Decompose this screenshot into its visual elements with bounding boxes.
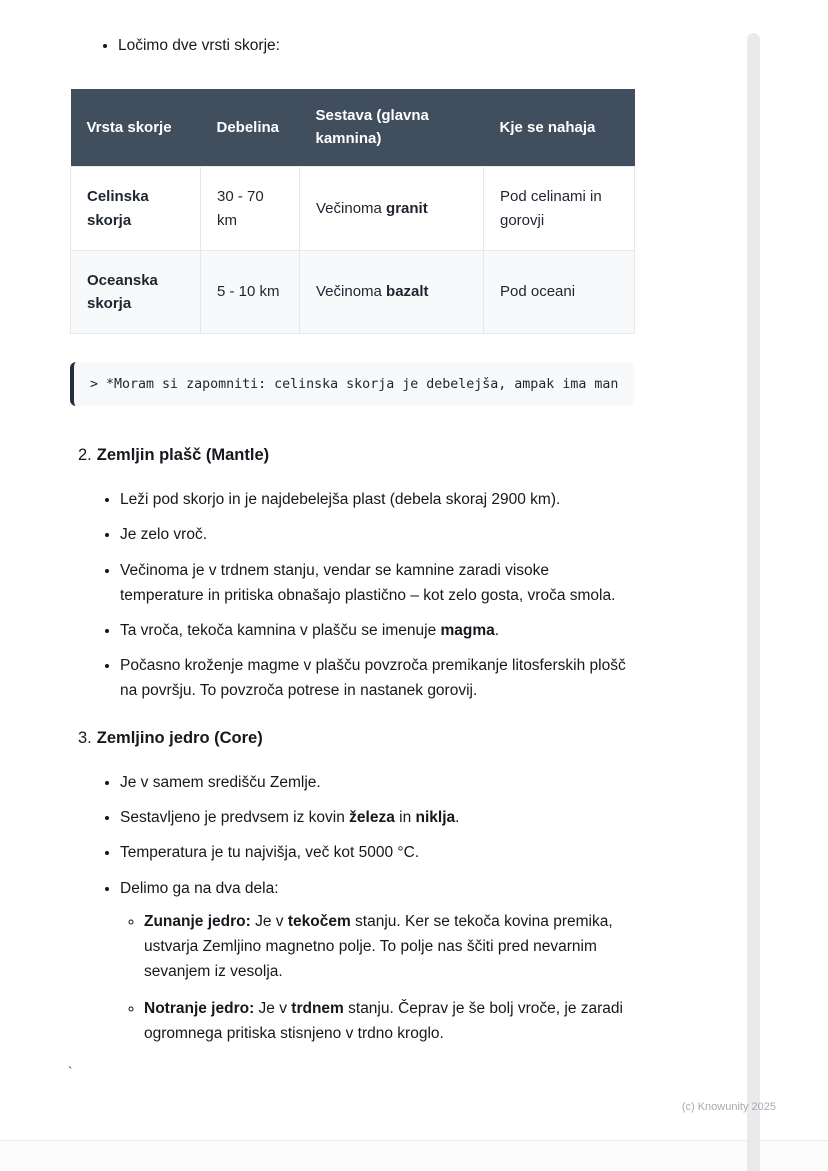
section-number: 3. bbox=[78, 729, 92, 748]
list-item bbox=[120, 876, 635, 1047]
text-segment: Ta vroča, tekoča kamnina v plašču se imenuje bbox=[120, 621, 441, 639]
list-item: • Večinoma je v trdnem stanju, vendar se kamnine zaradi visoke temperature in pritiska obnašajo plastično – kot zelo gosta, vroča smola. bbox=[120, 558, 635, 608]
text-segment: stanju. Čeprav je še bolj vroče, je zaradi ogromnega pritiska stisnjeno v trdno kroglo. bbox=[144, 999, 623, 1043]
sub-list-item bbox=[144, 996, 635, 1046]
intro-list bbox=[70, 34, 635, 57]
sub-list-item bbox=[144, 909, 635, 984]
note-blockquote-text: > *Moram si zapomniti: celinska skorja je debelejša, ampak ima man bbox=[90, 377, 619, 393]
bold-term: trdnem bbox=[291, 999, 344, 1017]
table-header-kje: Kje se nahaja bbox=[484, 89, 635, 167]
section-title: Zemljin plašč (Mantle) bbox=[96, 446, 270, 465]
list-item bbox=[120, 618, 635, 643]
text-segment: . bbox=[455, 809, 460, 827]
cell-type: Celinska skorja bbox=[71, 167, 201, 251]
cell-location: Pod oceani bbox=[484, 250, 635, 334]
table-header-vrsta: Vrsta skorje bbox=[71, 89, 201, 167]
page-bottom-edge bbox=[0, 1140, 828, 1171]
section-title: Zemljino jedro (Core) bbox=[96, 729, 263, 748]
list-item: • Počasno kroženje magme v plašču povzroča premikanje litosferskih plošč na površju. To povzroča potrese in nastanek gorovij. bbox=[120, 653, 635, 703]
list-item: • Leži pod skorjo in je najdebelejša plast (debela skoraj 2900 km). bbox=[120, 487, 635, 512]
table-row bbox=[71, 167, 635, 251]
composition-prefix: Večinoma bbox=[316, 283, 387, 301]
section-number: 2. bbox=[78, 446, 92, 465]
composition-bold: bazalt bbox=[386, 283, 429, 301]
cell-composition bbox=[300, 167, 484, 251]
bold-term: magma bbox=[440, 621, 495, 639]
scrollbar[interactable] bbox=[747, 33, 760, 1171]
list-item: • Je v samem središču Zemlje. bbox=[120, 770, 635, 795]
bold-term: železa bbox=[349, 809, 395, 827]
crust-types-table bbox=[70, 89, 635, 334]
table-header-row bbox=[71, 89, 635, 167]
text-segment: stanju. Ker se tekoča kovina premika, ustvarja Zemljino magnetno polje. To polje nas ščiti pred nevarnim sevanjem iz vesolja. bbox=[144, 912, 613, 980]
text-segment: Je v bbox=[250, 912, 288, 930]
bold-term: tekočem bbox=[287, 912, 351, 930]
cell-thickness: 5 - 10 km bbox=[201, 250, 300, 334]
core-bullet-list bbox=[70, 770, 635, 1046]
text-segment: Delimo ga na dva dela: bbox=[120, 879, 279, 897]
text-segment: Je v bbox=[254, 999, 292, 1017]
list-item bbox=[120, 805, 635, 830]
cell-type: Oceanska skorja bbox=[71, 250, 201, 334]
composition-bold: granit bbox=[386, 199, 428, 217]
text-segment: in bbox=[394, 809, 416, 827]
bold-term: Zunanje jedro: bbox=[144, 912, 251, 930]
copyright-footer: (c) Knowunity 2025 bbox=[681, 1101, 776, 1113]
bold-term: niklja bbox=[415, 809, 456, 827]
composition-prefix: Večinoma bbox=[316, 199, 387, 217]
list-item: • Je zelo vroč. bbox=[120, 522, 635, 547]
table-header-debelina: Debelina bbox=[201, 89, 300, 167]
bold-term: Notranje jedro: bbox=[144, 999, 255, 1017]
section-heading-core bbox=[70, 727, 635, 750]
list-item: • Temperatura je tu najvišja, več kot 5000 °C. bbox=[120, 840, 635, 865]
stray-backtick-character: ` bbox=[68, 1064, 73, 1080]
section-heading-mantle bbox=[70, 444, 635, 467]
table-header-sestava: Sestava (glavna kamnina) bbox=[300, 89, 484, 167]
intro-bullet: • Ločimo dve vrsti skorje: bbox=[118, 34, 635, 57]
cell-composition bbox=[300, 250, 484, 334]
core-sub-list bbox=[120, 909, 635, 1047]
cell-thickness: 30 - 70 km bbox=[201, 167, 300, 251]
mantle-bullet-list bbox=[70, 487, 635, 703]
table-row bbox=[71, 250, 635, 334]
document-content bbox=[70, 34, 635, 1079]
text-segment: . bbox=[494, 621, 500, 639]
note-blockquote bbox=[70, 362, 634, 406]
cell-location: Pod celinami in gorovji bbox=[484, 167, 635, 251]
text-segment: Sestavljeno je predvsem iz kovin bbox=[120, 809, 350, 827]
